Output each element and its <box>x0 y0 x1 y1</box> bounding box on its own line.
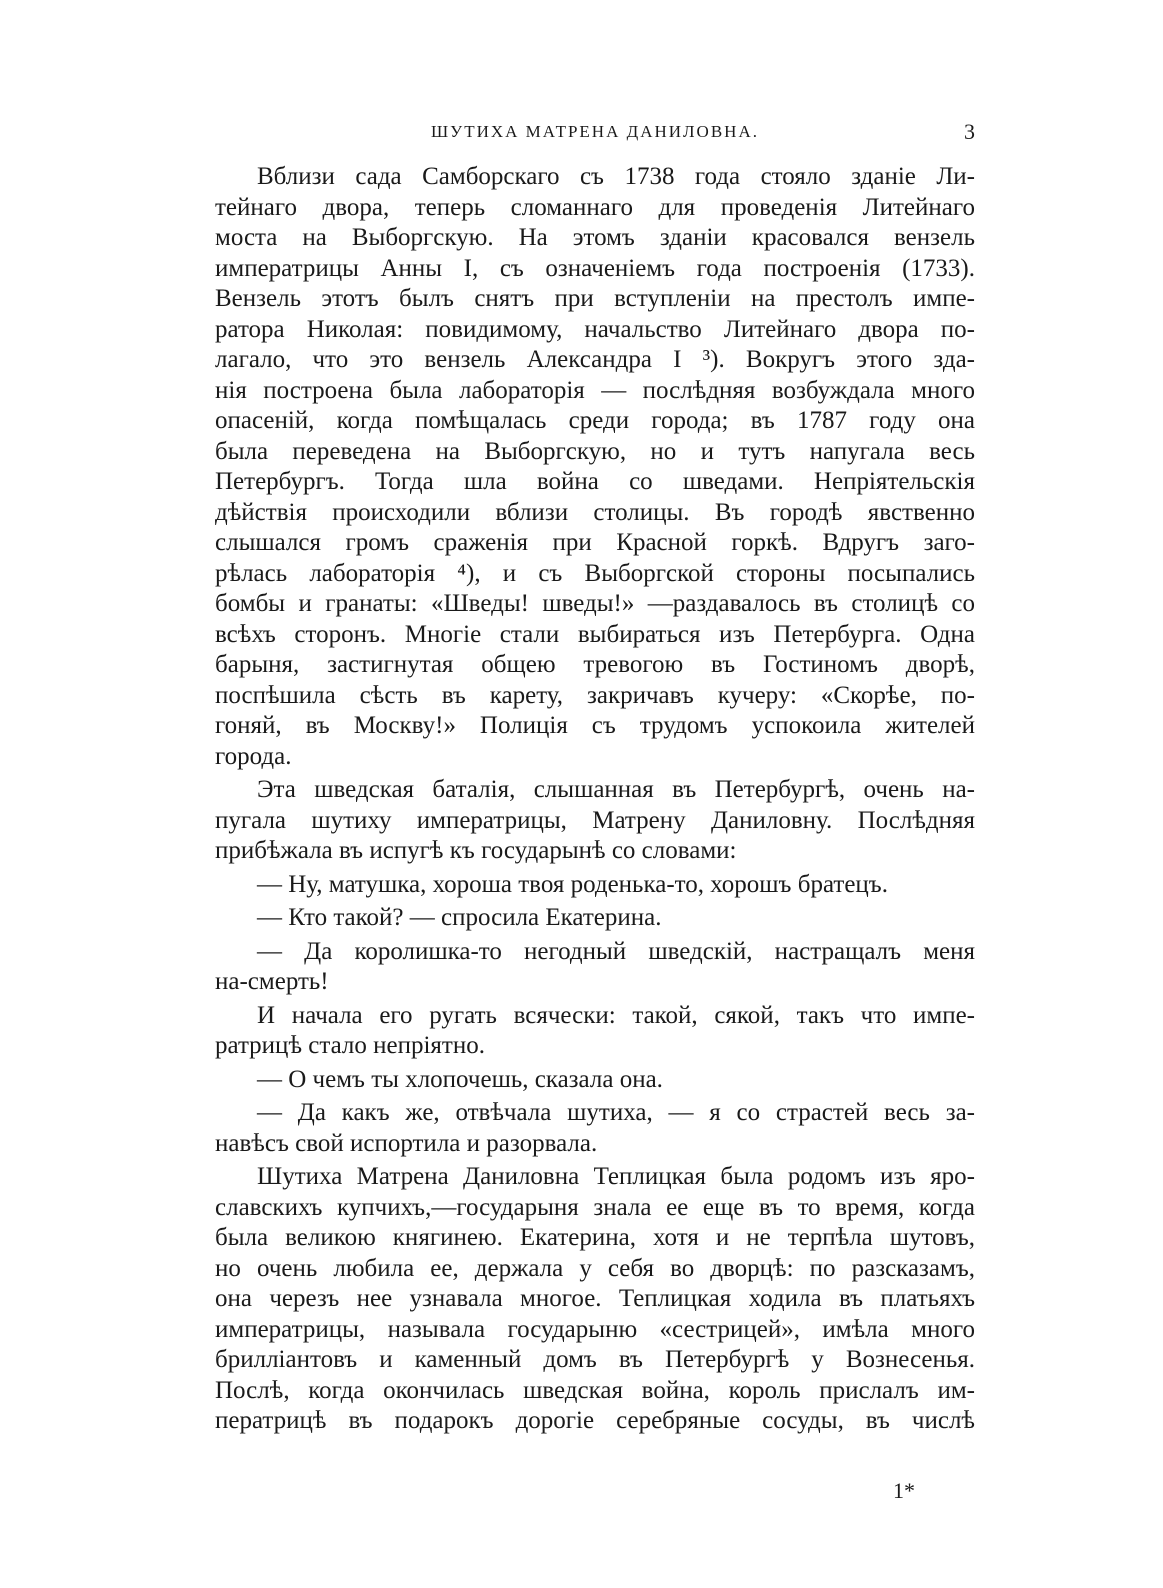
text-line: дѣйствія происходили вблизи столицы. Въ городѣ явственно <box>215 498 975 526</box>
text-line: ратрицѣ стало непріятно. <box>215 1032 485 1059</box>
text-line: навѣсъ свой испортила и разорвала. <box>215 1129 598 1157</box>
text-line: ратора Николая: повидимому, начальство Литейнаго двора по- <box>215 315 975 343</box>
text-line: ператрицѣ въ подарокъ дорогіе серебряные сосуды, въ числѣ <box>215 1407 975 1434</box>
signature-mark: 1* <box>893 1478 915 1503</box>
text-line: слышался громъ сраженія при Красной горкѣ. Вдругъ заго- <box>215 529 975 556</box>
paragraph <box>215 775 975 867</box>
text-line: Послѣ, когда окончилась шведская война, король прислалъ им- <box>215 1376 975 1404</box>
text-line: моста на Выборгскую. На этомъ зданіи красовался вензель <box>215 224 975 251</box>
text-line: славскихъ купчихъ,—государыня знала ее еще въ то время, когда <box>215 1193 975 1221</box>
text-line: опасеній, когда помѣщалась среди города; въ 1787 году она <box>215 407 975 434</box>
running-title: ШУТИХА МАТРЕНА ДАНИЛОВНА. <box>431 122 759 141</box>
text-line: — Кто такой? — спросила Екатерина. <box>257 904 662 931</box>
text-line: И начала его ругать всячески: такой, сякой, такъ что импе- <box>257 1001 975 1029</box>
text-line: Шутиха Матрена Даниловна Теплицкая была родомъ изъ яро- <box>257 1163 975 1190</box>
text-line: Эта шведская баталія, слышанная въ Петербургѣ, очень на- <box>257 776 975 803</box>
dialogue-paragraph <box>215 1065 975 1096</box>
text-line: нія построена была лабораторія — послѣдняя возбуждала много <box>215 376 975 404</box>
body-text <box>215 162 975 1437</box>
text-line: — Да какъ же, отвѣчала шутиха, — я со страстей весь за- <box>257 1099 975 1126</box>
text-line: она черезъ нее узнавала многое. Теплицкая ходила въ платьяхъ <box>215 1285 975 1312</box>
text-line: — Ну, матушка, хороша твоя роденька-то, хорошъ братецъ. <box>257 870 888 898</box>
dialogue-paragraph <box>215 903 975 934</box>
dialogue-paragraph <box>215 870 975 901</box>
text-line: тейнаго двора, теперь сломаннаго для проведенія Литейнаго <box>215 193 975 221</box>
text-line: — О чемъ ты хлопочешь, сказала она. <box>257 1065 663 1093</box>
text-line: всѣхъ сторонъ. Многіе стали выбираться изъ Петербурга. Одна <box>215 620 975 648</box>
page-number: 3 <box>964 119 975 144</box>
text-line: брилліантовъ и каменный домъ въ Петербургѣ у Вознесенья. <box>215 1346 975 1373</box>
text-line: барыня, застигнутая общею тревогою въ Гостиномъ дворѣ, <box>215 651 975 678</box>
text-line: была великою княгинею. Екатерина, хотя и не терпѣла шутовъ, <box>215 1224 975 1251</box>
text-line: императрицы Анны I, съ означеніемъ года построенія (1733). <box>215 254 975 282</box>
text-line: лагало, что это вензель Александра I ³). Вокругъ этого зда- <box>215 346 975 373</box>
text-line: Петербургъ. Тогда шла война со шведами. Непріятельскія <box>215 468 975 495</box>
dialogue-paragraph <box>215 937 975 998</box>
text-line: поспѣшила сѣсть въ карету, закричавъ кучеру: «Скорѣе, по- <box>215 681 975 709</box>
text-line: бомбы и гранаты: «Шведы! шведы!» —раздавалось въ столицѣ со <box>215 590 975 617</box>
dialogue-paragraph <box>215 1098 975 1159</box>
text-line: на-смерть! <box>215 968 329 995</box>
text-line: пугала шутиху императрицы, Матрену Даниловну. Послѣдняя <box>215 806 975 834</box>
running-head <box>215 117 975 147</box>
text-line: была переведена на Выборгскую, но и тутъ напугала весь <box>215 437 975 465</box>
text-line: рѣлась лабораторія ⁴), и съ Выборгской стороны посыпались <box>215 559 975 587</box>
text-line: но очень любила ее, держала у себя во дворцѣ: по разсказамъ, <box>215 1254 975 1282</box>
text-line: императрицы, называла государыню «сестрицей», имѣла много <box>215 1315 975 1343</box>
paragraph <box>215 162 975 772</box>
text-line: гоняй, въ Москву!» Полиція съ трудомъ успокоила жителей <box>215 712 975 739</box>
paragraph <box>215 1001 975 1062</box>
text-line: Вензель этотъ былъ снятъ при вступленіи на престолъ импе- <box>215 285 975 312</box>
text-line: Вблизи сада Самборскаго съ 1738 года стояло зданіе Ли- <box>257 163 975 190</box>
text-line: города. <box>215 742 292 770</box>
text-line: прибѣжала въ испугѣ къ государынѣ со словами: <box>215 837 737 864</box>
paragraph <box>215 1162 975 1437</box>
text-line: — Да королишка-то негодный шведскій, настращалъ меня <box>257 937 975 965</box>
